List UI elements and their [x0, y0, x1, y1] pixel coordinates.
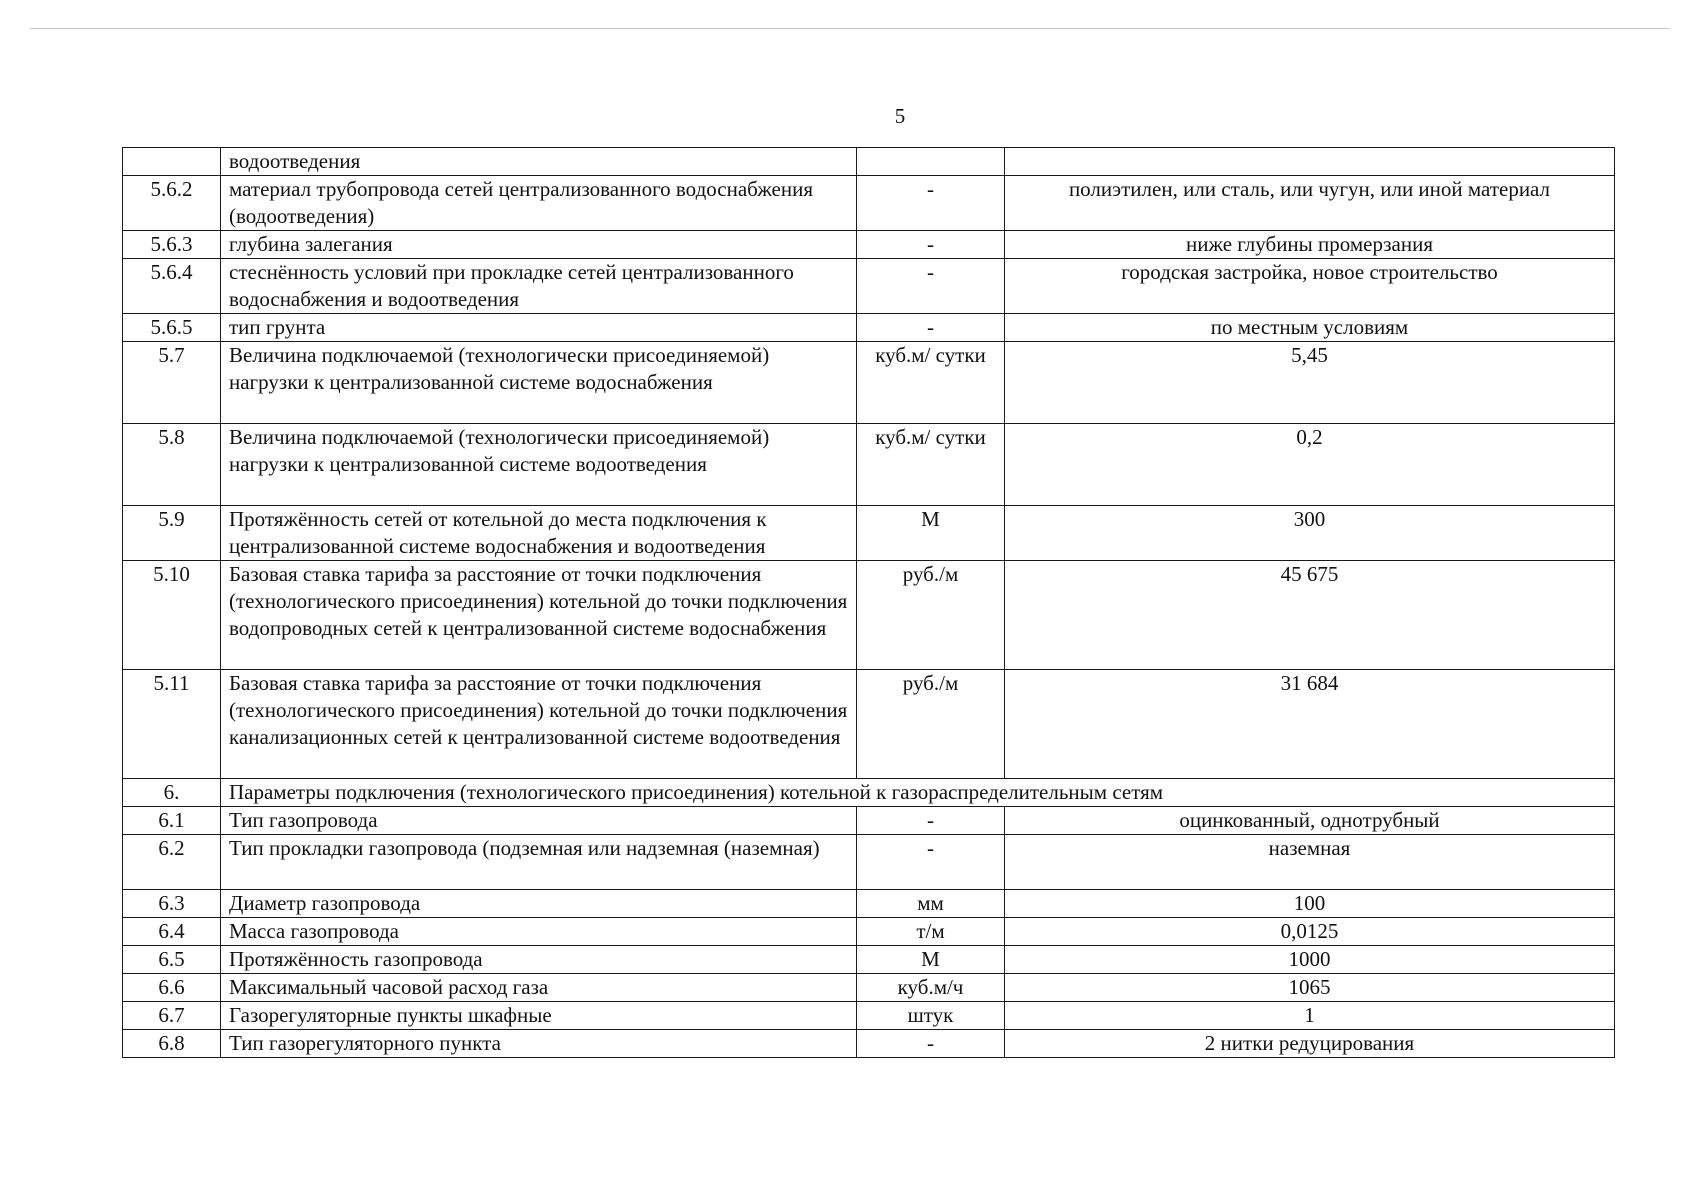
parameter-name: Тип газорегуляторного пункта [221, 1030, 857, 1058]
row-number: 5.6.3 [123, 231, 221, 259]
unit: куб.м/ сутки [857, 342, 1005, 424]
row-number: 6. [123, 779, 221, 807]
row-number: 6.3 [123, 890, 221, 918]
row-number: 6.6 [123, 974, 221, 1002]
table-row [123, 231, 1615, 259]
page-number: 5 [894, 104, 906, 128]
table-row [123, 807, 1615, 835]
row-number: 6.2 [123, 835, 221, 890]
table-row [123, 424, 1615, 506]
parameter-value: 0,2 [1005, 424, 1615, 506]
parameter-name: Максимальный часовой расход газа [221, 974, 857, 1002]
parameters-table [122, 147, 1615, 1058]
unit: штук [857, 1002, 1005, 1030]
parameter-value: 0,0125 [1005, 918, 1615, 946]
table-row [123, 506, 1615, 561]
parameter-name: водоотведения [221, 148, 857, 176]
unit: - [857, 259, 1005, 314]
parameter-value: 1 [1005, 1002, 1615, 1030]
unit: - [857, 314, 1005, 342]
unit: мм [857, 890, 1005, 918]
table-row [123, 835, 1615, 890]
unit: - [857, 176, 1005, 231]
parameter-value [1005, 148, 1615, 176]
table-row [123, 974, 1615, 1002]
parameter-value: 1000 [1005, 946, 1615, 974]
parameter-name: Тип газопровода [221, 807, 857, 835]
parameter-value: 31 684 [1005, 670, 1615, 779]
row-number: 5.6.5 [123, 314, 221, 342]
table-row [123, 890, 1615, 918]
parameter-name: Масса газопровода [221, 918, 857, 946]
parameter-value: 2 нитки редуцирования [1005, 1030, 1615, 1058]
row-number: 5.9 [123, 506, 221, 561]
parameter-name: стеснённость условий при прокладке сетей централизованного водоснабжения и водоотведения [221, 259, 857, 314]
unit: - [857, 835, 1005, 890]
row-number: 6.1 [123, 807, 221, 835]
parameter-name: материал трубопровода сетей централизованного водоснабжения (водоотведения) [221, 176, 857, 231]
unit: руб./м [857, 561, 1005, 670]
row-number: 5.10 [123, 561, 221, 670]
parameter-value: 5,45 [1005, 342, 1615, 424]
table-row [123, 561, 1615, 670]
unit: т/м [857, 918, 1005, 946]
parameter-value: полиэтилен, или сталь, или чугун, или иной материал [1005, 176, 1615, 231]
row-number [123, 148, 221, 176]
parameter-value: 100 [1005, 890, 1615, 918]
parameter-name: Протяжённость газопровода [221, 946, 857, 974]
parameter-name: Газорегуляторные пункты шкафные [221, 1002, 857, 1030]
section-row [123, 779, 1615, 807]
section-heading: Параметры подключения (технологического присоединения) котельной к газораспределительным сетям [221, 779, 1615, 807]
row-number: 6.8 [123, 1030, 221, 1058]
table-row [123, 946, 1615, 974]
parameter-name: Величина подключаемой (технологически присоединяемой) нагрузки к централизованной системе водоотведения [221, 424, 857, 506]
unit: М [857, 506, 1005, 561]
parameter-value: ниже глубины промерзания [1005, 231, 1615, 259]
table-row [123, 342, 1615, 424]
unit: куб.м/ч [857, 974, 1005, 1002]
parameter-value: наземная [1005, 835, 1615, 890]
parameter-value: городская застройка, новое строительство [1005, 259, 1615, 314]
table-row [123, 176, 1615, 231]
unit: - [857, 1030, 1005, 1058]
unit: - [857, 231, 1005, 259]
row-number: 5.11 [123, 670, 221, 779]
parameter-name: Протяжённость сетей от котельной до места подключения к централизованной системе водоснабжения и водоотведения [221, 506, 857, 561]
parameter-value: 1065 [1005, 974, 1615, 1002]
row-number: 5.6.4 [123, 259, 221, 314]
row-number: 6.7 [123, 1002, 221, 1030]
row-number: 5.7 [123, 342, 221, 424]
parameter-value: 300 [1005, 506, 1615, 561]
parameter-name: глубина залегания [221, 231, 857, 259]
table-row [123, 259, 1615, 314]
unit: руб./м [857, 670, 1005, 779]
unit: М [857, 946, 1005, 974]
parameter-name: Базовая ставка тарифа за расстояние от точки подключения (технологического присоединения) котельной до точки подключения канализационных сетей к централизованной системе водоотведения [221, 670, 857, 779]
table-row [123, 918, 1615, 946]
table-row [123, 314, 1615, 342]
unit: куб.м/ сутки [857, 424, 1005, 506]
row-number: 6.4 [123, 918, 221, 946]
parameter-name: тип грунта [221, 314, 857, 342]
scan-edge-line [30, 28, 1670, 29]
parameter-value: оцинкованный, однотрубный [1005, 807, 1615, 835]
parameter-value: 45 675 [1005, 561, 1615, 670]
table-row [123, 670, 1615, 779]
unit [857, 148, 1005, 176]
row-number: 5.8 [123, 424, 221, 506]
table-row [123, 1002, 1615, 1030]
parameter-value: по местным условиям [1005, 314, 1615, 342]
table-row [123, 148, 1615, 176]
unit: - [857, 807, 1005, 835]
parameter-name: Диаметр газопровода [221, 890, 857, 918]
row-number: 5.6.2 [123, 176, 221, 231]
parameter-name: Величина подключаемой (технологически присоединяемой) нагрузки к централизованной системе водоснабжения [221, 342, 857, 424]
parameter-name: Тип прокладки газопровода (подземная или надземная (наземная) [221, 835, 857, 890]
table-row [123, 1030, 1615, 1058]
row-number: 6.5 [123, 946, 221, 974]
parameter-name: Базовая ставка тарифа за расстояние от точки подключения (технологического присоединения) котельной до точки подключения водопроводных сетей к централизованной системе водоснабжения [221, 561, 857, 670]
